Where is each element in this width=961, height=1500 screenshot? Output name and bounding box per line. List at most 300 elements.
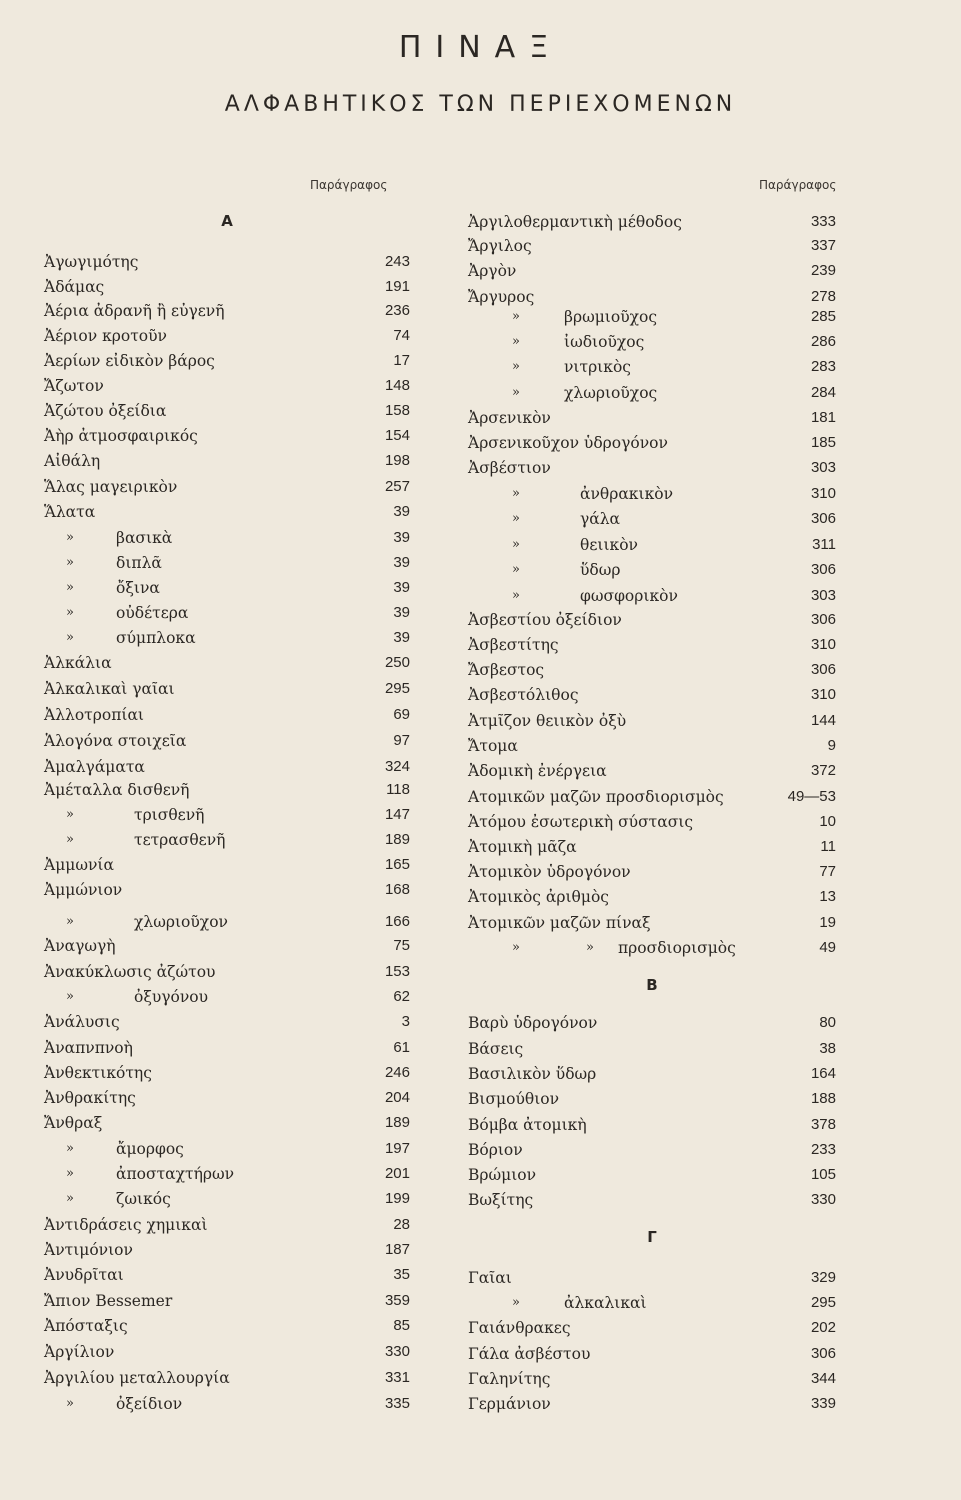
entry-term: ἀνθρακικὸν bbox=[580, 485, 674, 503]
entry-term: φωσφορικὸν bbox=[580, 587, 678, 605]
entry-paragraph-number: 278 bbox=[810, 288, 836, 305]
ditto-mark: » bbox=[66, 1396, 74, 1411]
index-entry bbox=[44, 1061, 410, 1085]
entry-term: Ἀνακύκλωσις ἀζώτου bbox=[44, 963, 216, 981]
entry-term: νιτρικὸς bbox=[564, 358, 631, 376]
index-entry bbox=[468, 456, 836, 480]
entry-paragraph-number: 233 bbox=[810, 1141, 836, 1158]
entry-term: Γαῖαι bbox=[468, 1269, 512, 1287]
entry-term: Γερμάνιον bbox=[468, 1395, 551, 1413]
entry-paragraph-number: 311 bbox=[812, 536, 836, 553]
entry-term: Ατομικῶν μαζῶν προσδιορισμὸς bbox=[468, 788, 724, 806]
index-entry bbox=[44, 324, 410, 348]
entry-paragraph-number: 202 bbox=[810, 1319, 836, 1336]
entry-term: Βάσεις bbox=[468, 1040, 524, 1058]
index-entry bbox=[468, 1037, 836, 1061]
index-entry bbox=[468, 608, 836, 632]
index-entry bbox=[468, 1138, 836, 1162]
entry-paragraph-number: 75 bbox=[393, 937, 410, 954]
ditto-mark: » bbox=[66, 580, 74, 595]
entry-term: Ἀγωγιμότης bbox=[44, 253, 139, 271]
index-entry bbox=[44, 803, 410, 827]
index-entry bbox=[44, 1238, 410, 1262]
entry-paragraph-number: 310 bbox=[810, 686, 836, 703]
ditto-mark: » bbox=[586, 940, 594, 955]
index-entry bbox=[44, 1314, 410, 1338]
ditto-mark: » bbox=[66, 1191, 74, 1206]
index-entry bbox=[468, 835, 836, 859]
entry-paragraph-number: 286 bbox=[810, 333, 836, 350]
entry-term: Ἀπόσταξις bbox=[44, 1317, 128, 1335]
index-entry bbox=[44, 934, 410, 958]
index-entry bbox=[44, 626, 410, 650]
index-entry bbox=[468, 658, 836, 682]
index-entry bbox=[44, 677, 410, 701]
entry-paragraph-number: 250 bbox=[384, 654, 410, 671]
entry-term: σύμπλοκα bbox=[116, 629, 196, 647]
entry-paragraph-number: 187 bbox=[384, 1241, 410, 1258]
entry-paragraph-number: 331 bbox=[384, 1369, 410, 1386]
index-entry bbox=[44, 526, 410, 550]
index-entry bbox=[44, 475, 410, 499]
entry-term: ἄμορφος bbox=[116, 1140, 184, 1158]
entry-paragraph-number: 330 bbox=[810, 1191, 836, 1208]
index-entry bbox=[44, 651, 410, 675]
entry-paragraph-number: 344 bbox=[810, 1370, 836, 1387]
index-entry bbox=[44, 703, 410, 727]
ditto-mark: » bbox=[66, 807, 74, 822]
index-entry bbox=[44, 399, 410, 423]
entry-term: Ἀνάλυσις bbox=[44, 1013, 120, 1031]
entry-term: Βωξίτης bbox=[468, 1191, 534, 1209]
entry-paragraph-number: 74 bbox=[393, 327, 410, 344]
ditto-mark: » bbox=[66, 989, 74, 1004]
entry-paragraph-number: 306 bbox=[810, 611, 836, 628]
entry-term: Βόμβα ἀτομικὴ bbox=[468, 1116, 587, 1134]
ditto-mark: » bbox=[66, 605, 74, 620]
entry-term: ὀξείδιον bbox=[116, 1395, 183, 1413]
entry-term: Ἁλογόνα στοιχεῖα bbox=[44, 732, 187, 750]
index-entry bbox=[468, 1367, 836, 1391]
ditto-mark: » bbox=[512, 537, 520, 552]
index-entry bbox=[468, 1342, 836, 1366]
entry-paragraph-number: 39 bbox=[393, 554, 410, 571]
entry-term: Ἀργίλιον bbox=[44, 1343, 115, 1361]
ditto-mark: » bbox=[66, 1141, 74, 1156]
index-entry bbox=[468, 431, 836, 455]
index-entry bbox=[468, 558, 836, 582]
entry-paragraph-number: 295 bbox=[384, 680, 410, 697]
entry-paragraph-number: 310 bbox=[810, 485, 836, 502]
index-entry bbox=[468, 911, 836, 935]
ditto-mark: » bbox=[66, 630, 74, 645]
entry-term: Ἀζώτου ὀξείδια bbox=[44, 402, 167, 420]
entry-term: Ἀργὸν bbox=[468, 262, 517, 280]
entry-paragraph-number: 39 bbox=[393, 503, 410, 520]
entry-paragraph-number: 69 bbox=[393, 706, 410, 723]
entry-term: ὕδωρ bbox=[580, 561, 621, 579]
index-entry bbox=[468, 1392, 836, 1416]
entry-term: Ἄργυρος bbox=[468, 288, 535, 306]
entry-term: Ἀσβεστίου ὀξείδιον bbox=[468, 611, 622, 629]
right-column-header: Παράγραφος bbox=[759, 178, 837, 192]
entry-term: βασικὰ bbox=[116, 529, 173, 547]
entry-paragraph-number: 189 bbox=[384, 1114, 410, 1131]
entry-term: Ἀδάμας bbox=[44, 278, 105, 296]
index-entry bbox=[468, 734, 836, 758]
entry-paragraph-number: 85 bbox=[393, 1317, 410, 1334]
entry-term: Ἀτομικὸν ὑδρογόνον bbox=[468, 863, 631, 881]
index-entry bbox=[44, 250, 410, 274]
entry-term: Ἀναπνπνοὴ bbox=[44, 1039, 133, 1057]
entry-paragraph-number: 166 bbox=[384, 913, 410, 930]
index-entry bbox=[468, 305, 836, 329]
index-entry bbox=[44, 1036, 410, 1060]
entry-paragraph-number: 257 bbox=[384, 478, 410, 495]
page-title: ΠΙΝΑΞ bbox=[398, 30, 563, 65]
index-entry bbox=[468, 936, 836, 960]
index-entry bbox=[468, 1266, 836, 1290]
entry-paragraph-number: 49—53 bbox=[787, 788, 836, 805]
entry-paragraph-number: 11 bbox=[820, 838, 836, 855]
index-entry bbox=[44, 449, 410, 473]
index-entry bbox=[44, 275, 410, 299]
entry-paragraph-number: 337 bbox=[810, 237, 836, 254]
entry-paragraph-number: 39 bbox=[393, 629, 410, 646]
entry-paragraph-number: 306 bbox=[810, 1345, 836, 1362]
entry-paragraph-number: 9 bbox=[827, 737, 836, 754]
index-entry bbox=[44, 778, 410, 802]
ditto-mark: » bbox=[512, 1295, 520, 1310]
index-entry bbox=[44, 985, 410, 1009]
entry-term: Ἀρσενικοῦχον ὑδρογόνον bbox=[468, 434, 668, 452]
ditto-mark: » bbox=[66, 832, 74, 847]
entry-paragraph-number: 118 bbox=[386, 781, 410, 798]
entry-paragraph-number: 154 bbox=[384, 427, 410, 444]
entry-paragraph-number: 164 bbox=[810, 1065, 836, 1082]
entry-paragraph-number: 61 bbox=[393, 1039, 410, 1056]
entry-term: Ἅλας μαγειρικὸν bbox=[44, 478, 178, 496]
entry-term: ἀλκαλικαὶ bbox=[564, 1294, 647, 1312]
entry-paragraph-number: 378 bbox=[810, 1116, 836, 1133]
entry-term: Γαιάνθρακες bbox=[468, 1319, 571, 1337]
entry-term: βρωμιοῦχος bbox=[564, 308, 658, 326]
entry-term: Βόριον bbox=[468, 1141, 523, 1159]
entry-term: Βρώμιον bbox=[468, 1166, 537, 1184]
ditto-mark: » bbox=[66, 1166, 74, 1181]
entry-term: Ἄζωτον bbox=[44, 377, 104, 395]
entry-paragraph-number: 306 bbox=[810, 561, 836, 578]
entry-term: Ἄργιλος bbox=[468, 237, 532, 255]
index-entry bbox=[468, 683, 836, 707]
entry-term: Ἀτομικὸς ἀριθμὸς bbox=[468, 888, 609, 906]
entry-paragraph-number: 165 bbox=[384, 856, 410, 873]
ditto-mark: » bbox=[512, 940, 520, 955]
entry-paragraph-number: 77 bbox=[819, 863, 836, 880]
index-entry bbox=[44, 500, 410, 524]
index-entry bbox=[468, 355, 836, 379]
index-entry bbox=[468, 482, 836, 506]
entry-paragraph-number: 185 bbox=[810, 434, 836, 451]
index-entry bbox=[44, 424, 410, 448]
entry-term: Ἀρσενικὸν bbox=[468, 409, 551, 427]
entry-term: Ἀλλοτροπίαι bbox=[44, 706, 145, 724]
entry-paragraph-number: 295 bbox=[810, 1294, 836, 1311]
entry-term: Ἀργιλίου μεταλλουργία bbox=[44, 1369, 230, 1387]
entry-paragraph-number: 283 bbox=[810, 358, 836, 375]
ditto-mark: » bbox=[512, 562, 520, 577]
entry-term: ὀξυγόνου bbox=[134, 988, 209, 1006]
entry-paragraph-number: 80 bbox=[819, 1014, 836, 1031]
entry-paragraph-number: 105 bbox=[810, 1166, 836, 1183]
entry-paragraph-number: 359 bbox=[384, 1292, 410, 1309]
entry-paragraph-number: 243 bbox=[384, 253, 410, 270]
entry-paragraph-number: 49 bbox=[819, 939, 836, 956]
entry-term: Ἀτόμου ἐσωτερικὴ σύστασις bbox=[468, 813, 694, 831]
entry-paragraph-number: 330 bbox=[384, 1343, 410, 1360]
index-entry bbox=[468, 1062, 836, 1086]
entry-paragraph-number: 329 bbox=[810, 1269, 836, 1286]
index-entry bbox=[468, 759, 836, 783]
entry-term: Ἀνυδρῖται bbox=[44, 1266, 124, 1284]
section-letter: Α bbox=[221, 212, 233, 230]
entry-term: Ἄνθραξ bbox=[44, 1114, 103, 1132]
entry-term: Ἀλκαλικαὶ γαῖαι bbox=[44, 680, 175, 698]
entry-term: τετρασθενῆ bbox=[134, 831, 226, 849]
page-subtitle: ΑΛΦΑΒΗΤΙΚΟΣ ΤΩΝ ΠΕΡΙΕΧΟΜΕΝΩΝ bbox=[224, 92, 737, 117]
index-entry bbox=[44, 551, 410, 575]
entry-paragraph-number: 333 bbox=[810, 213, 836, 230]
entry-term: Ἀτομικὴ μᾶζα bbox=[468, 838, 577, 856]
left-column-header: Παράγραφος bbox=[310, 178, 388, 192]
entry-term: Ἀσβεστόλιθος bbox=[468, 686, 579, 704]
index-entry bbox=[44, 1137, 410, 1161]
entry-paragraph-number: 168 bbox=[384, 881, 410, 898]
entry-paragraph-number: 201 bbox=[384, 1165, 410, 1182]
section-letter: Β bbox=[646, 976, 658, 994]
entry-paragraph-number: 39 bbox=[393, 604, 410, 621]
ditto-mark: » bbox=[66, 530, 74, 545]
entry-term: Βασιλικὸν ὕδωρ bbox=[468, 1065, 597, 1083]
entry-term: Ἀσβεστίτης bbox=[468, 636, 559, 654]
entry-term: Ἀργιλοθερμαντικὴ μέθοδος bbox=[468, 213, 682, 231]
entry-paragraph-number: 198 bbox=[384, 452, 410, 469]
entry-term: Γαληνίτης bbox=[468, 1370, 551, 1388]
entry-paragraph-number: 372 bbox=[810, 762, 836, 779]
entry-term: Ἀλκάλια bbox=[44, 654, 112, 672]
index-entry bbox=[468, 330, 836, 354]
index-entry bbox=[44, 1366, 410, 1390]
index-entry bbox=[468, 785, 836, 809]
entry-paragraph-number: 339 bbox=[810, 1395, 836, 1412]
entry-term: ζωικός bbox=[116, 1190, 171, 1208]
index-entry bbox=[468, 259, 836, 283]
entry-term: Ἀντιμόνιον bbox=[44, 1241, 133, 1259]
entry-term: Ἀδομικὴ ἐνέργεια bbox=[468, 762, 607, 780]
entry-paragraph-number: 199 bbox=[384, 1190, 410, 1207]
entry-paragraph-number: 39 bbox=[393, 529, 410, 546]
entry-term: Ἀμέταλλα δισθενῆ bbox=[44, 781, 190, 799]
ditto-mark: » bbox=[512, 334, 520, 349]
index-entry bbox=[468, 584, 836, 608]
index-entry bbox=[468, 1316, 836, 1340]
entry-term: Ἀνθρακίτης bbox=[44, 1089, 136, 1107]
entry-term: Βαρὺ ὑδρογόνον bbox=[468, 1014, 598, 1032]
entry-paragraph-number: 158 bbox=[384, 402, 410, 419]
entry-term: Ἀέριον κροτοῦν bbox=[44, 327, 167, 345]
index-entry bbox=[44, 374, 410, 398]
entry-paragraph-number: 13 bbox=[819, 888, 836, 905]
index-entry bbox=[44, 729, 410, 753]
index-entry bbox=[44, 878, 410, 902]
entry-term: Γάλα ἀσβέστου bbox=[468, 1345, 591, 1363]
index-entry bbox=[44, 910, 410, 934]
ditto-mark: » bbox=[512, 359, 520, 374]
entry-paragraph-number: 324 bbox=[384, 758, 410, 775]
entry-paragraph-number: 35 bbox=[393, 1266, 410, 1283]
entry-term: γάλα bbox=[580, 510, 621, 528]
entry-term: προσδιορισμὸς bbox=[618, 939, 736, 957]
index-entry bbox=[468, 709, 836, 733]
entry-paragraph-number: 191 bbox=[384, 278, 410, 295]
index-entry bbox=[44, 1010, 410, 1034]
entry-paragraph-number: 285 bbox=[810, 308, 836, 325]
index-entry bbox=[44, 1340, 410, 1364]
entry-term: Ἀέρια ἀδρανῆ ἢ εὐγενῆ bbox=[44, 302, 225, 320]
index-entry bbox=[468, 381, 836, 405]
index-entry bbox=[468, 1087, 836, 1111]
entry-term: ἀποσταχτήρων bbox=[116, 1165, 235, 1183]
ditto-mark: » bbox=[512, 588, 520, 603]
entry-paragraph-number: 335 bbox=[384, 1395, 410, 1412]
entry-paragraph-number: 10 bbox=[819, 813, 836, 830]
entry-term: χλωριοῦχον bbox=[134, 913, 228, 931]
index-entry bbox=[44, 299, 410, 323]
index-entry bbox=[44, 1289, 410, 1313]
entry-term: διπλᾶ bbox=[116, 554, 162, 572]
entry-term: Ἀὴρ ἀτμοσφαιρικός bbox=[44, 427, 198, 445]
entry-paragraph-number: 236 bbox=[384, 302, 410, 319]
ditto-mark: » bbox=[512, 309, 520, 324]
index-entry bbox=[468, 1291, 836, 1315]
entry-paragraph-number: 153 bbox=[384, 963, 410, 980]
entry-paragraph-number: 19 bbox=[819, 914, 836, 931]
entry-term: Ἀμμώνιον bbox=[44, 881, 123, 899]
index-entry bbox=[468, 633, 836, 657]
index-entry bbox=[44, 1162, 410, 1186]
entry-paragraph-number: 148 bbox=[384, 377, 410, 394]
entry-paragraph-number: 303 bbox=[810, 587, 836, 604]
index-entry bbox=[468, 860, 836, 884]
index-entry bbox=[468, 1113, 836, 1137]
index-entry bbox=[44, 1111, 410, 1135]
index-entry bbox=[44, 349, 410, 373]
index-entry bbox=[44, 1187, 410, 1211]
entry-paragraph-number: 284 bbox=[810, 384, 836, 401]
index-entry bbox=[44, 755, 410, 779]
index-entry bbox=[44, 1086, 410, 1110]
index-entry bbox=[44, 601, 410, 625]
entry-term: Ἀντιδράσεις χημικαὶ bbox=[44, 1216, 208, 1234]
ditto-mark: » bbox=[512, 511, 520, 526]
index-entry bbox=[44, 828, 410, 852]
index-entry bbox=[468, 810, 836, 834]
index-entry bbox=[468, 234, 836, 258]
entry-term: Ἀμαλγάματα bbox=[44, 758, 145, 776]
entry-paragraph-number: 239 bbox=[810, 262, 836, 279]
entry-term: Ἄτομα bbox=[468, 737, 518, 755]
entry-paragraph-number: 189 bbox=[384, 831, 410, 848]
ditto-mark: » bbox=[512, 486, 520, 501]
index-entry bbox=[44, 576, 410, 600]
entry-term: Ἀτομικῶν μαζῶν πίναξ bbox=[468, 914, 651, 932]
index-entry bbox=[468, 406, 836, 430]
entry-paragraph-number: 38 bbox=[819, 1040, 836, 1057]
entry-term: χλωριοῦχος bbox=[564, 384, 658, 402]
entry-paragraph-number: 3 bbox=[401, 1013, 410, 1030]
entry-paragraph-number: 39 bbox=[393, 579, 410, 596]
entry-term: Ἄσβεστος bbox=[468, 661, 545, 679]
entry-term: οὐδέτερα bbox=[116, 604, 189, 622]
index-entry bbox=[44, 853, 410, 877]
entry-paragraph-number: 17 bbox=[393, 352, 410, 369]
entry-term: Ἀερίων εἰδικὸν βάρος bbox=[44, 352, 215, 370]
entry-paragraph-number: 144 bbox=[810, 712, 836, 729]
entry-term: Αἰθάλη bbox=[44, 452, 101, 470]
ditto-mark: » bbox=[66, 914, 74, 929]
entry-paragraph-number: 28 bbox=[393, 1216, 410, 1233]
entry-term: Ἀναγωγὴ bbox=[44, 937, 116, 955]
entry-term: θειικὸν bbox=[580, 536, 638, 554]
index-entry bbox=[44, 1392, 410, 1416]
entry-term: ἰωδιοῦχος bbox=[564, 333, 645, 351]
index-entry bbox=[468, 1011, 836, 1035]
index-entry bbox=[44, 1213, 410, 1237]
entry-paragraph-number: 306 bbox=[810, 661, 836, 678]
index-entry bbox=[468, 1188, 836, 1212]
entry-term: Ἅλατα bbox=[44, 503, 96, 521]
index-entry bbox=[468, 1163, 836, 1187]
entry-paragraph-number: 188 bbox=[810, 1090, 836, 1107]
entry-paragraph-number: 181 bbox=[810, 409, 836, 426]
entry-term: Ἀμμωνία bbox=[44, 856, 114, 874]
index-entry bbox=[468, 507, 836, 531]
entry-term: Ἀνθεκτικότης bbox=[44, 1064, 152, 1082]
index-entry bbox=[44, 960, 410, 984]
entry-paragraph-number: 306 bbox=[810, 510, 836, 527]
entry-paragraph-number: 246 bbox=[384, 1064, 410, 1081]
entry-term: τρισθενῆ bbox=[134, 806, 205, 824]
index-entry bbox=[44, 1263, 410, 1287]
entry-paragraph-number: 303 bbox=[810, 459, 836, 476]
index-entry bbox=[468, 885, 836, 909]
entry-paragraph-number: 97 bbox=[393, 732, 410, 749]
entry-term: ὄξινα bbox=[116, 579, 160, 597]
entry-term: Ἄπιον Bessemer bbox=[44, 1292, 173, 1310]
index-entry bbox=[468, 533, 836, 557]
entry-paragraph-number: 204 bbox=[384, 1089, 410, 1106]
index-entry bbox=[468, 210, 836, 234]
entry-paragraph-number: 197 bbox=[384, 1140, 410, 1157]
ditto-mark: » bbox=[66, 555, 74, 570]
entry-term: Ἀσβέστιον bbox=[468, 459, 551, 477]
entry-paragraph-number: 62 bbox=[393, 988, 410, 1005]
entry-paragraph-number: 147 bbox=[384, 806, 410, 823]
entry-paragraph-number: 310 bbox=[810, 636, 836, 653]
ditto-mark: » bbox=[512, 385, 520, 400]
entry-term: Ἀτμῖζον θειικὸν ὀξὺ bbox=[468, 712, 627, 730]
entry-term: Βισμούθιον bbox=[468, 1090, 560, 1108]
